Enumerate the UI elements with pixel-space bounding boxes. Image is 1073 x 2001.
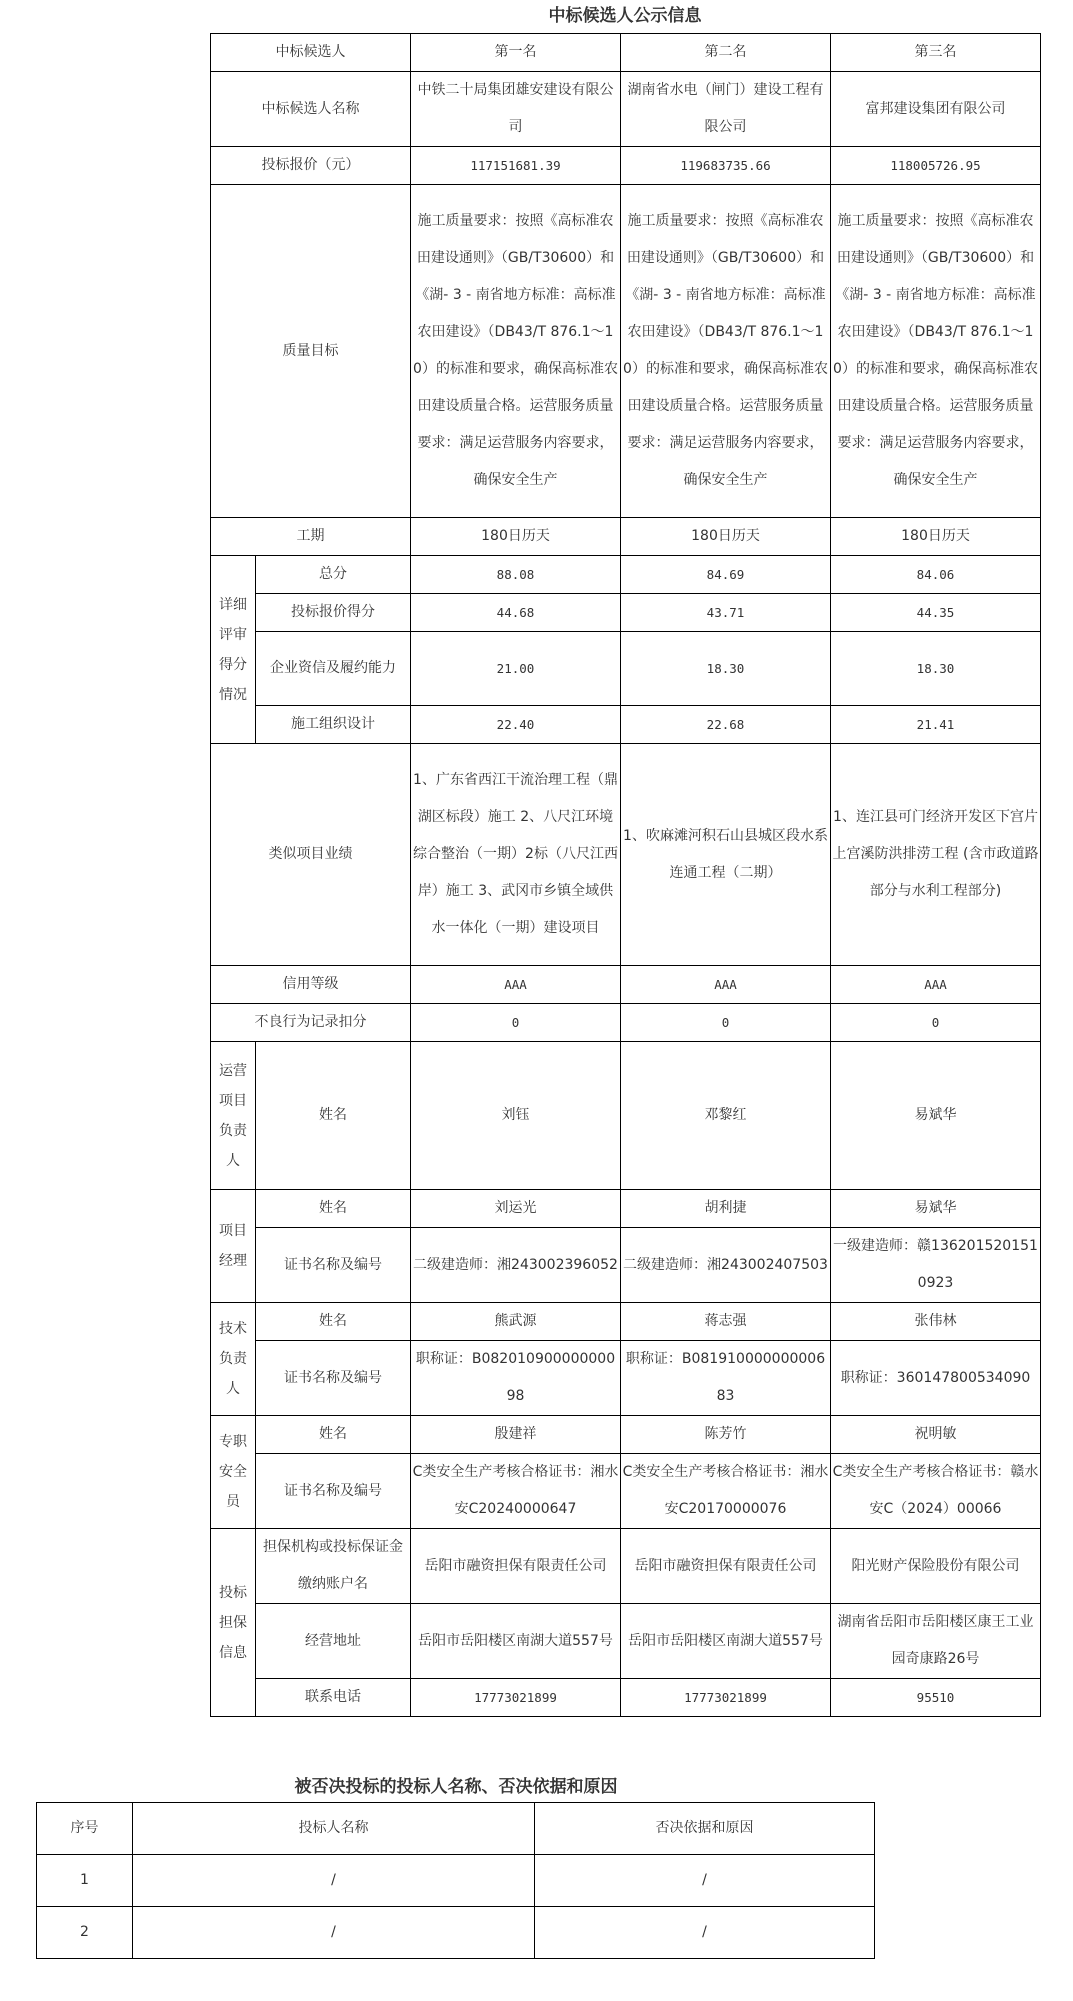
table-row — [211, 1341, 1041, 1416]
guarantee-phone-label: 联系电话 — [256, 1679, 411, 1717]
ops-name: 邓黎红 — [621, 1042, 831, 1190]
ops-name: 刘钰 — [411, 1042, 621, 1190]
table-row — [211, 1529, 1041, 1604]
bid-price: 119683735.66 — [621, 147, 831, 185]
table-row — [211, 34, 1041, 72]
score-value: 43.71 — [621, 594, 831, 632]
score-label: 施工组织设计 — [256, 706, 411, 744]
safety-name: 殷建祥 — [411, 1416, 621, 1454]
table-row — [211, 744, 1041, 966]
score-value: 21.41 — [831, 706, 1041, 744]
bid-price: 117151681.39 — [411, 147, 621, 185]
guarantee-org: 岳阳市融资担保有限责任公司 — [411, 1529, 621, 1604]
score-group-label: 详细评审得分情况 — [211, 556, 256, 744]
score-value: 18.30 — [831, 632, 1041, 706]
score-value: 44.35 — [831, 594, 1041, 632]
tech-cert: 职称证：B08201090000000098 — [411, 1341, 621, 1416]
guarantee-phone: 17773021899 — [411, 1679, 621, 1717]
table-row — [211, 1416, 1041, 1454]
guarantee-org: 阳光财产保险股份有限公司 — [831, 1529, 1041, 1604]
table-row — [211, 1454, 1041, 1529]
guarantee-addr: 岳阳市岳阳楼区南湖大道557号 — [621, 1604, 831, 1679]
table-row — [211, 556, 1041, 594]
similar-projects: 1、广东省西江干流治理工程（鼎湖区标段）施工 2、八尺江环境综合整治（一期）2标（八尺江西岸）施工 3、武冈市乡镇全域供水一体化（一期）建设项目 — [411, 744, 621, 966]
score-label: 企业资信及履约能力 — [256, 632, 411, 706]
bad-record-value: 0 — [621, 1004, 831, 1042]
score-value: 88.08 — [411, 556, 621, 594]
score-value: 84.69 — [621, 556, 831, 594]
tech-name: 张伟林 — [831, 1303, 1041, 1341]
reject-reason: / — [535, 1907, 875, 1959]
reject-name: / — [133, 1907, 535, 1959]
period-value: 180日历天 — [831, 518, 1041, 556]
guarantee-org: 岳阳市融资担保有限责任公司 — [621, 1529, 831, 1604]
guarantee-phone: 95510 — [831, 1679, 1041, 1717]
tech-name-label: 姓名 — [256, 1303, 411, 1341]
tech-name: 熊武源 — [411, 1303, 621, 1341]
table-row — [211, 632, 1041, 706]
reject-title: 被否决投标的投标人名称、否决依据和原因 — [294, 1777, 618, 1797]
pm-cert: 二级建造师：湘243002396052 — [411, 1228, 621, 1303]
bad-record-value: 0 — [831, 1004, 1041, 1042]
header-label: 中标候选人 — [211, 34, 411, 72]
header-second: 第二名 — [621, 34, 831, 72]
credit-label: 信用等级 — [211, 966, 411, 1004]
reject-name: / — [133, 1855, 535, 1907]
guarantee-group-label: 投标担保信息 — [211, 1529, 256, 1717]
quality-target: 施工质量要求：按照《高标准农田建设通则》（GB/T30600）和《湖- 3 - 南省地方标准：高标准农田建设》（DB43/T 876.1～10）的标准和要求，确保高标准农田建设质量合格。运营服务质量要求：满足运营服务内容要求，确保安全生产 — [411, 185, 621, 518]
similar-projects: 1、吹麻滩河积石山县城区段水系连通工程（二期） — [621, 744, 831, 966]
guarantee-addr-label: 经营地址 — [256, 1604, 411, 1679]
tech-cert-label: 证书名称及编号 — [256, 1341, 411, 1416]
table-row — [211, 1004, 1041, 1042]
table-row — [211, 147, 1041, 185]
ops-name-label: 姓名 — [256, 1042, 411, 1190]
quality-label: 质量目标 — [211, 185, 411, 518]
reject-index: 2 — [37, 1907, 133, 1959]
reject-reason: / — [535, 1855, 875, 1907]
candidate-table — [210, 33, 1041, 1717]
pm-cert-label: 证书名称及编号 — [256, 1228, 411, 1303]
table-row — [211, 1042, 1041, 1190]
safety-name: 陈芳竹 — [621, 1416, 831, 1454]
reject-table — [36, 1802, 875, 1959]
table-row — [211, 1190, 1041, 1228]
table-row — [37, 1855, 875, 1907]
safety-cert-label: 证书名称及编号 — [256, 1454, 411, 1529]
reject-header-reason: 否决依据和原因 — [535, 1803, 875, 1855]
tech-name: 蒋志强 — [621, 1303, 831, 1341]
name-label: 中标候选人名称 — [211, 72, 411, 147]
table-row — [211, 1228, 1041, 1303]
safety-cert: C类安全生产考核合格证书：湘水安C20170000076 — [621, 1454, 831, 1529]
table-row — [37, 1907, 875, 1959]
guarantee-phone: 17773021899 — [621, 1679, 831, 1717]
table-row — [211, 72, 1041, 147]
table-row — [211, 1303, 1041, 1341]
score-value: 21.00 — [411, 632, 621, 706]
tech-cert: 职称证：B08191000000000683 — [621, 1341, 831, 1416]
pm-group-label: 项目经理 — [211, 1190, 256, 1303]
score-value: 22.68 — [621, 706, 831, 744]
ops-group-label: 运营项目负责人 — [211, 1042, 256, 1190]
quality-target: 施工质量要求：按照《高标准农田建设通则》（GB/T30600）和《湖- 3 - 南省地方标准：高标准农田建设》（DB43/T 876.1～10）的标准和要求，确保高标准农田建设质量合格。运营服务质量要求：满足运营服务内容要求，确保安全生产 — [621, 185, 831, 518]
score-value: 22.40 — [411, 706, 621, 744]
reject-header-name: 投标人名称 — [133, 1803, 535, 1855]
table-row — [211, 594, 1041, 632]
pm-name: 易斌华 — [831, 1190, 1041, 1228]
pm-name: 刘运光 — [411, 1190, 621, 1228]
credit-value: AAA — [831, 966, 1041, 1004]
reject-index: 1 — [37, 1855, 133, 1907]
header-third: 第三名 — [831, 34, 1041, 72]
ops-name: 易斌华 — [831, 1042, 1041, 1190]
period-value: 180日历天 — [621, 518, 831, 556]
similar-projects: 1、连江县可门经济开发区下宫片上宫溪防洪排涝工程 (含市政道路部分与水利工程部分) — [831, 744, 1041, 966]
table-row — [37, 1803, 875, 1855]
credit-value: AAA — [621, 966, 831, 1004]
table-row — [211, 185, 1041, 518]
score-label: 投标报价得分 — [256, 594, 411, 632]
tech-cert: 职称证：360147800534090 — [831, 1341, 1041, 1416]
safety-group-label: 专职安全员 — [211, 1416, 256, 1529]
safety-cert: C类安全生产考核合格证书：湘水安C20240000647 — [411, 1454, 621, 1529]
similar-label: 类似项目业绩 — [211, 744, 411, 966]
table-row — [211, 966, 1041, 1004]
bad-record-value: 0 — [411, 1004, 621, 1042]
period-label: 工期 — [211, 518, 411, 556]
guarantee-addr: 湖南省岳阳市岳阳楼区康王工业园奇康路26号 — [831, 1604, 1041, 1679]
score-value: 84.06 — [831, 556, 1041, 594]
candidate-name: 中铁二十局集团雄安建设有限公司 — [411, 72, 621, 147]
reject-header-index: 序号 — [37, 1803, 133, 1855]
candidate-name: 湖南省水电（闸门）建设工程有限公司 — [621, 72, 831, 147]
safety-name-label: 姓名 — [256, 1416, 411, 1454]
bid-label: 投标报价（元） — [211, 147, 411, 185]
candidate-name: 富邦建设集团有限公司 — [831, 72, 1041, 147]
pm-name: 胡利捷 — [621, 1190, 831, 1228]
score-value: 18.30 — [621, 632, 831, 706]
score-label: 总分 — [256, 556, 411, 594]
safety-name: 祝明敏 — [831, 1416, 1041, 1454]
credit-value: AAA — [411, 966, 621, 1004]
pm-cert: 二级建造师：湘243002407503 — [621, 1228, 831, 1303]
table-row — [211, 1679, 1041, 1717]
tech-group-label: 技术负责人 — [211, 1303, 256, 1416]
quality-target: 施工质量要求：按照《高标准农田建设通则》（GB/T30600）和《湖- 3 - 南省地方标准：高标准农田建设》（DB43/T 876.1～10）的标准和要求，确保高标准农田建设质量合格。运营服务质量要求：满足运营服务内容要求，确保安全生产 — [831, 185, 1041, 518]
pm-name-label: 姓名 — [256, 1190, 411, 1228]
bid-price: 118005726.95 — [831, 147, 1041, 185]
guarantee-org-label: 担保机构或投标保证金缴纳账户名 — [256, 1529, 411, 1604]
header-first: 第一名 — [411, 34, 621, 72]
score-value: 44.68 — [411, 594, 621, 632]
pm-cert: 一级建造师：赣1362015201510923 — [831, 1228, 1041, 1303]
table-row — [211, 518, 1041, 556]
bad-record-label: 不良行为记录扣分 — [211, 1004, 411, 1042]
guarantee-addr: 岳阳市岳阳楼区南湖大道557号 — [411, 1604, 621, 1679]
safety-cert: C类安全生产考核合格证书：赣水安C（2024）00066 — [831, 1454, 1041, 1529]
table-row — [211, 1604, 1041, 1679]
main-title: 中标候选人公示信息 — [548, 6, 702, 26]
period-value: 180日历天 — [411, 518, 621, 556]
table-row — [211, 706, 1041, 744]
